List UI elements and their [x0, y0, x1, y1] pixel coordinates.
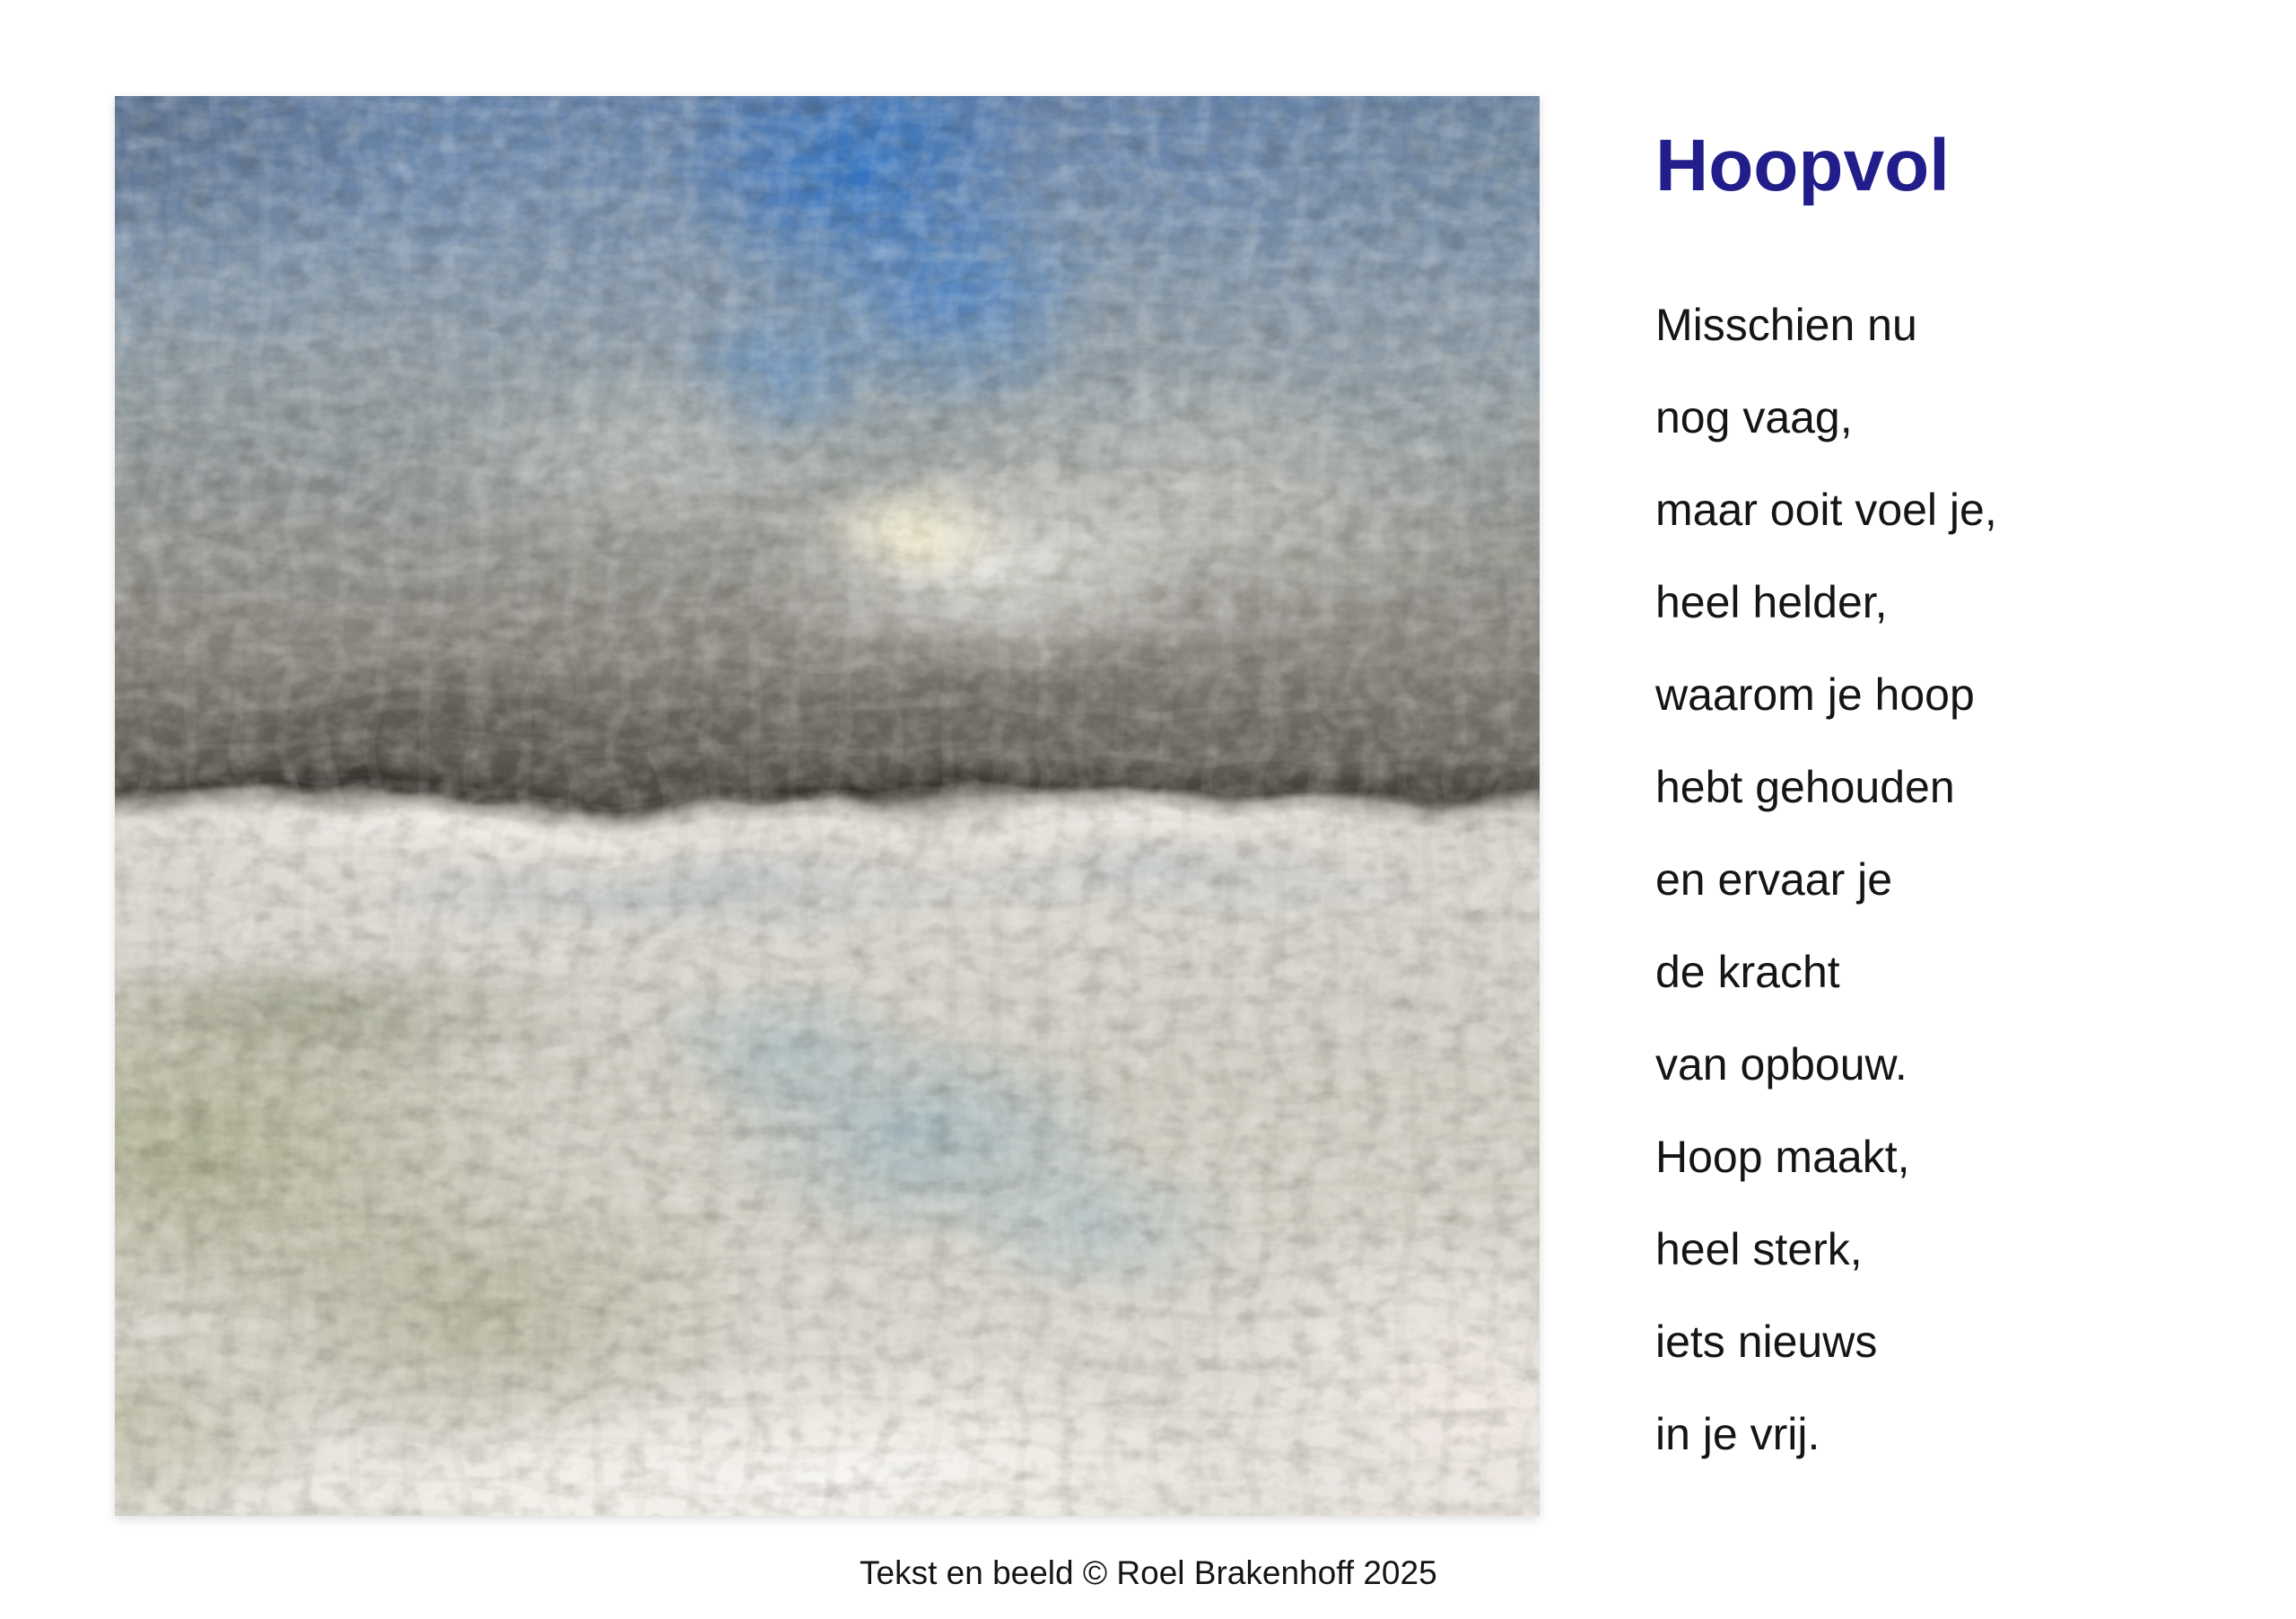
poem-line: heel helder,: [1655, 577, 1888, 627]
poem-line: van opbouw.: [1655, 1039, 1908, 1090]
seascape-painting-canvas: [115, 96, 1540, 1516]
poem-title: Hoopvol: [1655, 125, 1950, 206]
poem-line: nog vaag,: [1655, 392, 1853, 442]
poem-line: in je vrij.: [1655, 1409, 1820, 1459]
poem-text: [1655, 279, 1997, 1481]
poem-line: heel sterk,: [1655, 1224, 1863, 1274]
poem-line: Misschien nu: [1655, 300, 1917, 350]
poem-line: waarom je hoop: [1655, 669, 1975, 720]
poem-line: en ervaar je: [1655, 854, 1893, 905]
poem-line: maar ooit voel je,: [1655, 485, 1997, 535]
poem-line: hebt gehouden: [1655, 762, 1955, 812]
poem-line: Hoop maakt,: [1655, 1132, 1910, 1182]
poem-line: de kracht: [1655, 947, 1840, 997]
copyright-caption: Tekst en beeld © Roel Brakenhoff 2025: [860, 1554, 1437, 1591]
seascape-painting: [115, 96, 1540, 1516]
poem-line: iets nieuws: [1655, 1317, 1878, 1367]
